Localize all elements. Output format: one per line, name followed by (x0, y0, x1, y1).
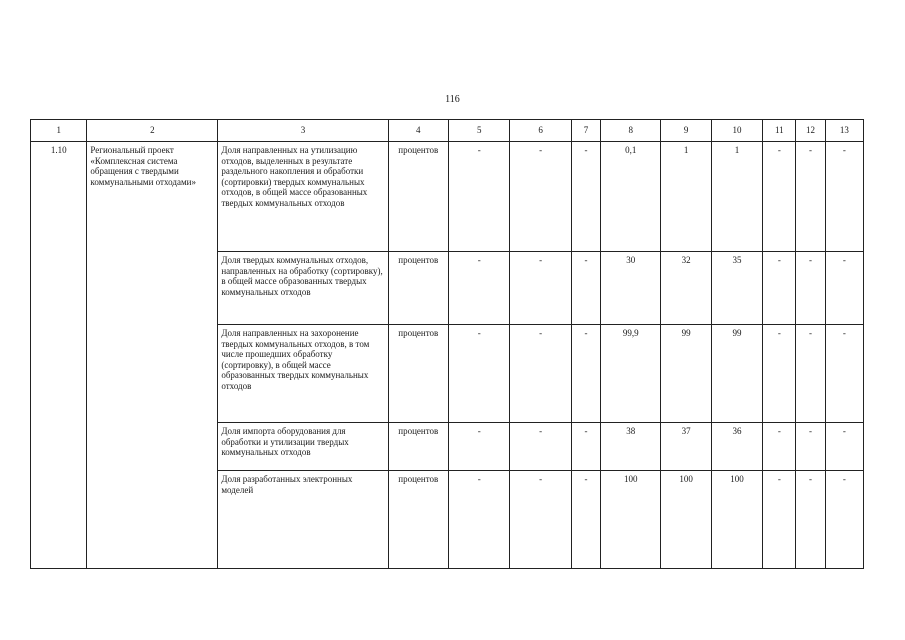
value-cell: - (796, 142, 825, 252)
column-header: 5 (448, 120, 509, 142)
value-cell: - (825, 325, 863, 423)
value-cell: - (796, 471, 825, 569)
column-header: 6 (510, 120, 571, 142)
value-cell: - (796, 325, 825, 423)
value-cell: - (825, 252, 863, 325)
value-cell: - (763, 252, 796, 325)
value-cell: 99 (711, 325, 762, 423)
indicator-name: Доля разработанных электронных моделей (218, 471, 388, 569)
value-cell: 36 (711, 423, 762, 471)
value-cell: 38 (601, 423, 661, 471)
unit-cell: процентов (388, 325, 448, 423)
value-cell: 100 (661, 471, 711, 569)
value-cell: 100 (601, 471, 661, 569)
value-cell: 37 (661, 423, 711, 471)
value-cell: - (510, 142, 571, 252)
value-cell: - (448, 325, 509, 423)
value-cell: - (763, 142, 796, 252)
column-header: 1 (31, 120, 87, 142)
value-cell: - (448, 423, 509, 471)
value-cell: 1 (661, 142, 711, 252)
value-cell: - (825, 142, 863, 252)
value-cell: 35 (711, 252, 762, 325)
column-header: 7 (571, 120, 600, 142)
value-cell: - (448, 471, 509, 569)
column-number-row (31, 120, 864, 142)
value-cell: 30 (601, 252, 661, 325)
unit-cell: процентов (388, 471, 448, 569)
value-cell: - (510, 252, 571, 325)
unit-cell: процентов (388, 252, 448, 325)
value-cell: - (510, 325, 571, 423)
value-cell: - (763, 423, 796, 471)
project-name: Региональный проект «Комплексная система обращения с твердыми коммунальными отходами» (87, 142, 218, 569)
column-header: 8 (601, 120, 661, 142)
column-header: 13 (825, 120, 863, 142)
value-cell: - (510, 423, 571, 471)
value-cell: - (571, 471, 600, 569)
indicators-table (30, 119, 864, 569)
value-cell: - (763, 471, 796, 569)
value-cell: - (796, 252, 825, 325)
unit-cell: процентов (388, 142, 448, 252)
value-cell: - (571, 252, 600, 325)
column-header: 10 (711, 120, 762, 142)
unit-cell: процентов (388, 423, 448, 471)
value-cell: - (825, 423, 863, 471)
indicator-name: Доля твердых коммунальных отходов, направленных на обработку (сортировку), в общей массе образованных твердых коммунальных отходов (218, 252, 388, 325)
value-cell: 32 (661, 252, 711, 325)
value-cell: - (571, 423, 600, 471)
column-header: 3 (218, 120, 388, 142)
column-header: 11 (763, 120, 796, 142)
indicator-name: Доля направленных на захоронение твердых коммунальных отходов, в том числе прошедших обработку (сортировку), в общей массе образованных твердых коммунальных отходов (218, 325, 388, 423)
value-cell: 0,1 (601, 142, 661, 252)
value-cell: - (448, 142, 509, 252)
value-cell: - (510, 471, 571, 569)
value-cell: 99 (661, 325, 711, 423)
page-number: 116 (445, 94, 460, 105)
value-cell: - (796, 423, 825, 471)
column-header: 9 (661, 120, 711, 142)
value-cell: 99,9 (601, 325, 661, 423)
table-row (31, 142, 864, 252)
section-number: 1.10 (31, 142, 87, 569)
value-cell: 1 (711, 142, 762, 252)
value-cell: - (448, 252, 509, 325)
value-cell: - (825, 471, 863, 569)
column-header: 4 (388, 120, 448, 142)
indicator-name: Доля направленных на утилизацию отходов, выделенных в результате раздельного накопления и обработки (сортировки) твердых коммунальных отходов, в общей массе образованных твердых коммунальных отходов (218, 142, 388, 252)
indicator-name: Доля импорта оборудования для обработки и утилизации твердых коммунальных отходов (218, 423, 388, 471)
value-cell: - (763, 325, 796, 423)
column-header: 2 (87, 120, 218, 142)
value-cell: 100 (711, 471, 762, 569)
value-cell: - (571, 142, 600, 252)
value-cell: - (571, 325, 600, 423)
column-header: 12 (796, 120, 825, 142)
